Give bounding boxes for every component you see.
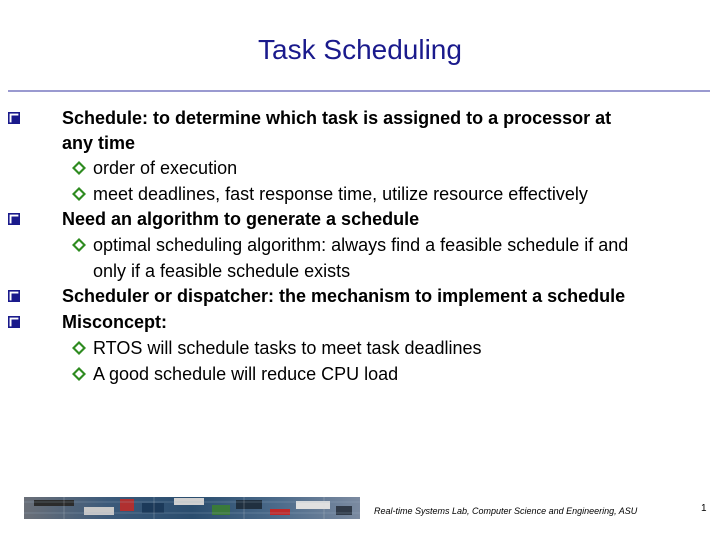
- bullet-text-line: any time: [62, 133, 136, 153]
- square-bullet-icon: [8, 316, 20, 328]
- square-bullet-icon: [8, 213, 20, 225]
- circuit-board-banner-image: [24, 497, 360, 519]
- diamond-bullet-icon: [72, 187, 86, 201]
- page-number: 1: [701, 503, 707, 514]
- square-bullet-icon: [8, 112, 20, 124]
- bullet-text-line: Need an algorithm to generate a schedule: [62, 209, 420, 229]
- sub-bullet-text: optimal scheduling algorithm: always find a feasible schedule if and: [93, 235, 629, 255]
- footer-text: Real-time Systems Lab, Computer Science and Engineering, ASU: [374, 506, 638, 516]
- bullet-text-line: Misconcept:: [62, 312, 168, 332]
- slide-title: Task Scheduling: [258, 34, 462, 65]
- sub-bullet-text: order of execution: [93, 158, 238, 178]
- sub-bullet-text: A good schedule will reduce CPU load: [93, 364, 399, 384]
- diamond-bullet-icon: [72, 341, 86, 355]
- diamond-bullet-icon: [72, 161, 86, 175]
- sub-bullet-text: meet deadlines, fast response time, utilize resource effectively: [93, 184, 588, 204]
- square-bullet-icon: [8, 290, 20, 302]
- diamond-bullet-icon: [72, 367, 86, 381]
- sub-bullet-text: only if a feasible schedule exists: [93, 261, 351, 281]
- bullet-text-line: Schedule: to determine which task is assigned to a processor at: [62, 108, 612, 128]
- sub-bullet-text: RTOS will schedule tasks to meet task deadlines: [93, 338, 482, 358]
- bullet-text-line: Scheduler or dispatcher: the mechanism to implement a schedule: [62, 286, 626, 306]
- title-divider: [8, 90, 710, 92]
- diamond-bullet-icon: [72, 238, 86, 252]
